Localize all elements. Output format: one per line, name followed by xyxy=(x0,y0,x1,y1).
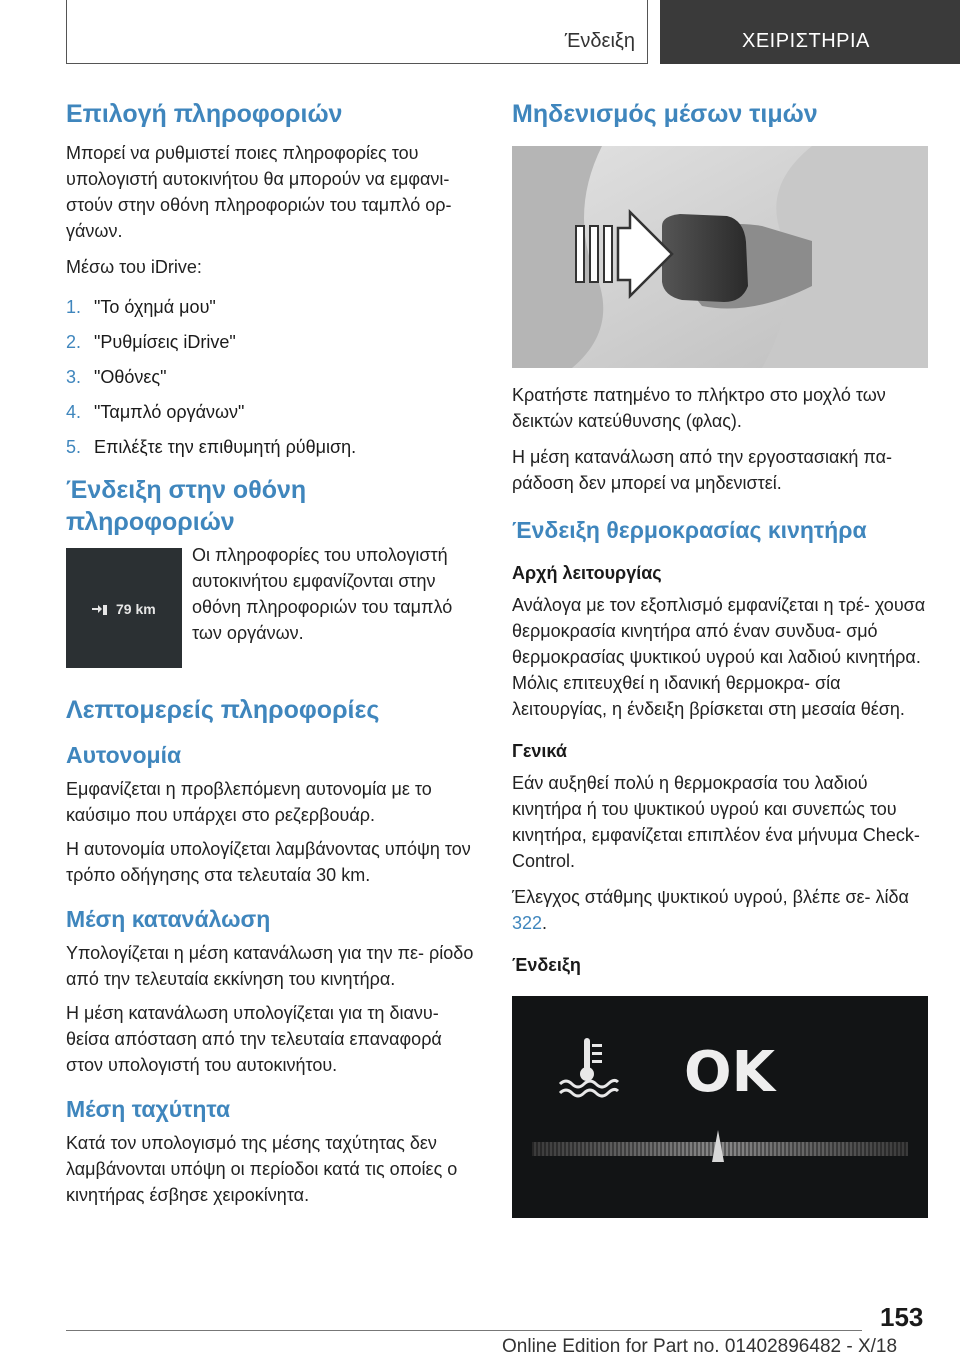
header-chapter-tab xyxy=(660,0,960,64)
right-column xyxy=(512,98,932,1218)
page-number: 153 xyxy=(880,1302,924,1332)
paragraph-speed: Κατά τον υπολογισμό της μέσης ταχύτητας δεν λαμβάνονται υπόψη οι περίοδοι κατά τις οποίες ο κινητήρας έσβησε χειροκίνητα. xyxy=(66,1133,458,1205)
list-item: 4. "Ταμπλό οργάνων" xyxy=(66,402,245,422)
paragraph-range-1: Εμφανίζεται η προβλεπόμενη αυτονομία με το καύσιμο που υπάρχει στο ρεζερβουάρ. xyxy=(66,779,432,825)
heading-select-info: Επιλογή πληροφοριών xyxy=(66,100,343,128)
paragraph-reset-1: Κρατήστε πατημένο το πλήκτρο στο μοχλό των δεικτών κατεύθυνσης (φλας). xyxy=(512,385,886,431)
heading-principle: Αρχή λειτουργίας xyxy=(512,563,662,583)
coolant-temperature-icon xyxy=(556,1034,620,1098)
range-display-value: 79 km xyxy=(116,601,156,617)
heading-indicator: Ένδειξη xyxy=(512,955,581,975)
paragraph-consumption-1: Υπολογίζεται η μέση κατανάλωση για την πε- ρίοδο από την τελευταία εκκίνηση του κινητήρα. xyxy=(66,943,474,989)
heading-reset: Μηδενισμός μέσων τιμών xyxy=(512,100,818,128)
fuel-pump-icon xyxy=(92,603,108,617)
paragraph-select-info: Μπορεί να ρυθμιστεί ποιες πληροφορίες του υπολογιστή αυτοκινήτου θα μπορούν να εμφανι- στούν στην οθόνη πληροφοριών του ταμπλό ορ- γάνων. xyxy=(66,143,452,241)
lever-illustration xyxy=(512,146,928,368)
footer-edition: Online Edition for Part no. 01402896482 - X/18 xyxy=(502,1336,898,1357)
paragraph-consumption-2: Η μέση κατανάλωση υπολογίζεται για τη διανυ- θείσα απόσταση από την τελευταία επαναφορά στον υπολογιστή του αυτοκινήτου. xyxy=(66,1003,442,1075)
list-item: 5. Επιλέξτε την επιθυμητή ρύθμιση. xyxy=(66,437,357,457)
gauge-ok-label: OK xyxy=(684,1040,775,1105)
paragraph-general: Εάν αυξηθεί πολύ η θερμοκρασία του λαδιού κινητήρα ή του ψυκτικού υγρού και συνεπώς του κινητήρα, εμφανίζεται επιπλέον ένα μήνυμα Check-Control. xyxy=(512,773,920,871)
header-chapter-title: ΧΕΙΡΙΣΤΗΡΙΑ xyxy=(742,30,870,52)
list-item: 2. "Ρυθμίσεις iDrive" xyxy=(66,332,236,352)
heading-display: Ένδειξη στην οθόνη πληροφοριών xyxy=(66,476,307,536)
heading-details: Λεπτομερείς πληροφορίες xyxy=(66,696,380,724)
paragraph-via-idrive: Μέσω του iDrive: xyxy=(66,257,202,277)
left-column xyxy=(66,98,482,1208)
heading-consumption: Μέση κατανάλωση xyxy=(66,906,271,932)
temperature-bar xyxy=(532,1126,908,1166)
list-item: 3. "Οθόνες" xyxy=(66,367,167,387)
engine-temp-gauge-image xyxy=(512,996,928,1218)
turn-signal-lever-image xyxy=(512,146,928,368)
footer-divider xyxy=(66,1330,862,1331)
paragraph-range-2: Η αυτονομία υπολογίζεται λαμβάνοντας υπόψη τον τρόπο οδήγησης στα τελευταία 30 km. xyxy=(66,839,471,885)
paragraph-principle: Ανάλογα με τον εξοπλισμό εμφανίζεται η τρέ- χουσα θερμοκρασία κινητήρα από έναν συνδυα- σμό θερμοκρασίας ψυκτικού υγρού και λαδιού κινητήρα. Μόλις επιτευχθεί η ιδανική θερμοκρα- σία λειτουργίας, η ένδειξη βρίσκεται στη μεσαία θέση. xyxy=(512,595,926,719)
page-reference-link[interactable]: 322 xyxy=(512,913,543,933)
paragraph-reset-2: Η μέση κατανάλωση από την εργοστασιακή πα- ράδοση δεν μπορεί να μηδενιστεί. xyxy=(512,447,892,493)
range-display-image xyxy=(66,548,182,668)
steps-list xyxy=(66,294,482,460)
paragraph-check-coolant: Έλεγχος στάθμης ψυκτικού υγρού, βλέπε σε- λίδα 322. xyxy=(512,887,909,933)
heading-speed: Μέση ταχύτητα xyxy=(66,1096,231,1122)
heading-engine-temp: Ένδειξη θερμοκρασίας κινητήρα xyxy=(512,517,867,543)
heading-general: Γενικά xyxy=(512,741,567,761)
list-item: 1. "Το όχημά μου" xyxy=(66,297,216,317)
header-section-title: Ένδειξη xyxy=(564,30,635,52)
heading-range: Αυτονομία xyxy=(66,742,182,768)
header-section-tab xyxy=(66,0,648,64)
paragraph-display: Οι πληροφορίες του υπολογιστή αυτοκινήτου εμφανίζονται στην οθόνη πληροφοριών του ταμπλό των οργάνων. xyxy=(192,545,453,643)
